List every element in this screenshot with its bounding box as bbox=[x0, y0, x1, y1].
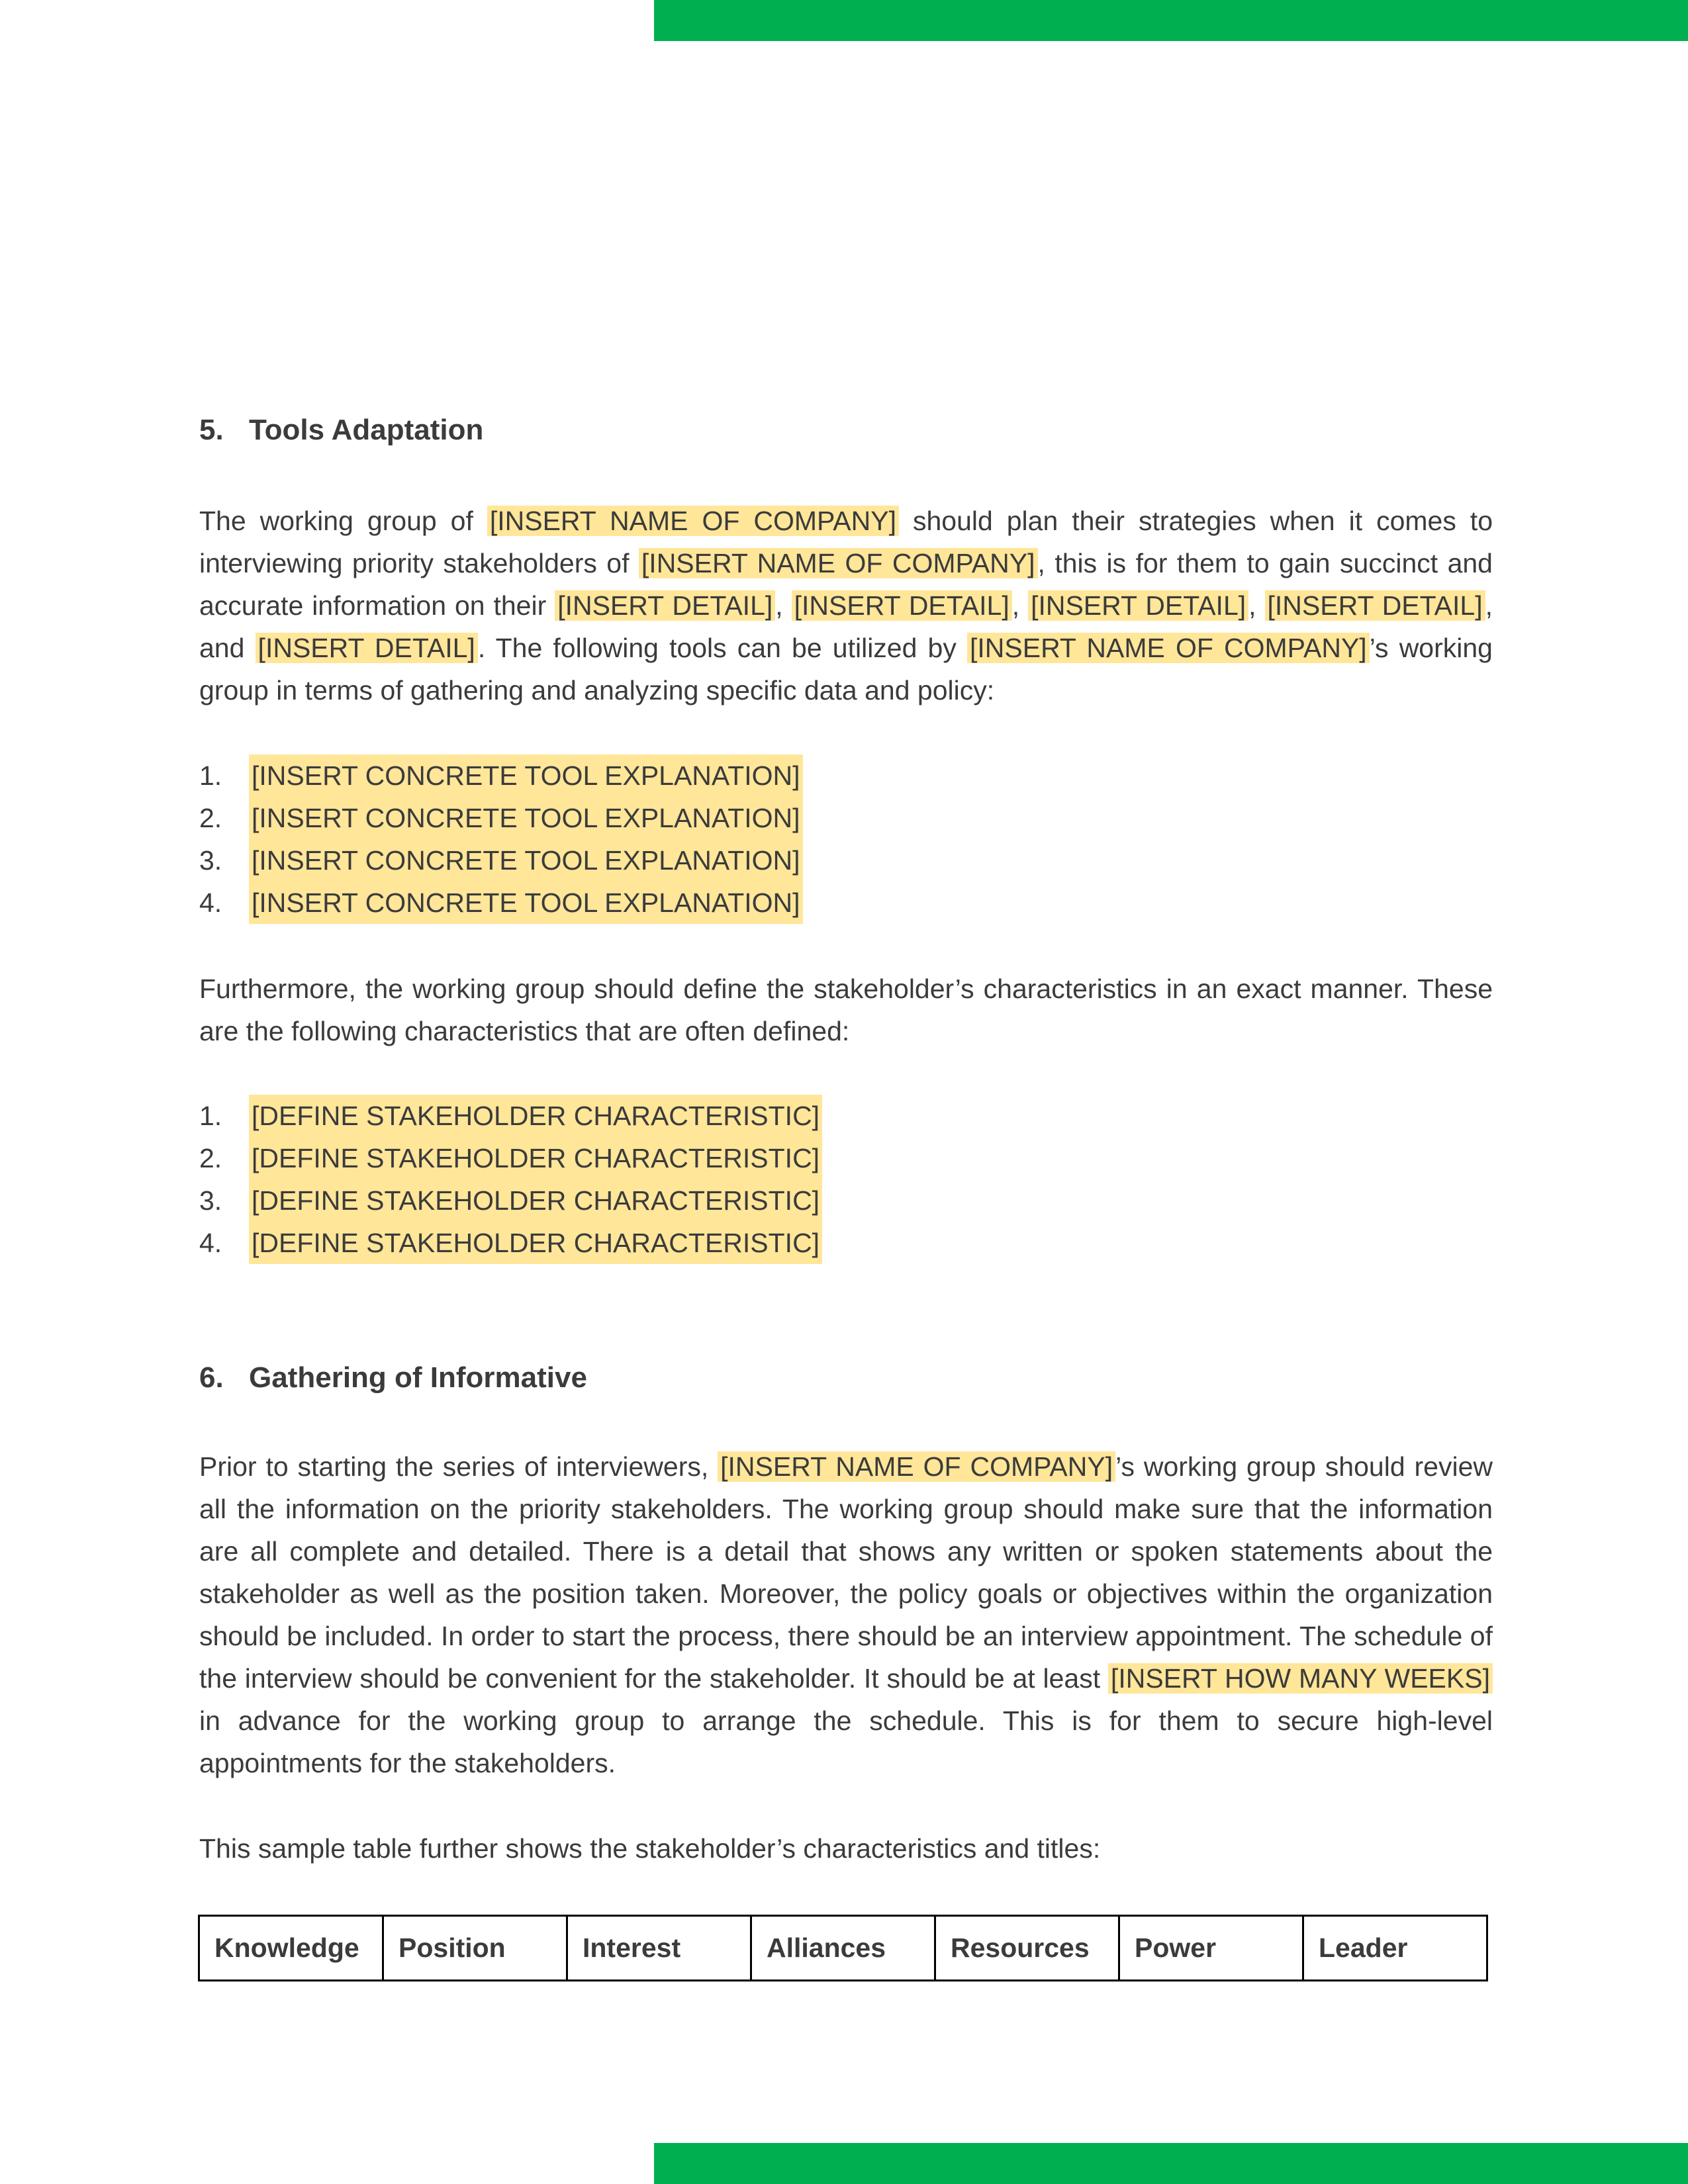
characteristics-list bbox=[199, 1095, 822, 1264]
placeholder-highlight: [INSERT CONCRETE TOOL EXPLANATION] bbox=[249, 839, 803, 882]
placeholder-highlight: [INSERT DETAIL] bbox=[792, 590, 1012, 621]
paragraph-text: , and bbox=[199, 590, 1493, 663]
table-header-cell: Knowledge bbox=[199, 1916, 383, 1981]
characteristic-list-item bbox=[199, 1095, 822, 1137]
placeholder-highlight: [INSERT NAME OF COMPANY] bbox=[639, 548, 1038, 578]
paragraph-text: ’s working group should review all the information on the priority stakeholders. The working group should make sure that the information are all complete and detailed. There is a detail that shows any written or spoken statements about the stakeholder as well as the position taken. Moreover, the policy goals or objectives within the organization should be included. In order to start the process, there should be an interview appointment. The schedule of the interview should be convenient for the stakeholder. It should be at least bbox=[199, 1451, 1493, 1694]
bottom-accent-bar bbox=[654, 2143, 1688, 2184]
placeholder-highlight: [INSERT DETAIL] bbox=[256, 633, 478, 663]
section-5-title: Tools Adaptation bbox=[249, 414, 484, 446]
section-5-paragraph-1 bbox=[199, 500, 1493, 711]
table-header-cell: Position bbox=[383, 1916, 567, 1981]
stakeholder-table bbox=[198, 1915, 1488, 1981]
paragraph-text: , this is for them to gain succinct and accurate information on their bbox=[199, 548, 1493, 621]
list-number: 1. bbox=[199, 760, 222, 791]
placeholder-highlight: [INSERT DETAIL] bbox=[555, 590, 775, 621]
tool-list-item bbox=[199, 754, 803, 797]
paragraph-text: The working group of bbox=[199, 506, 487, 536]
placeholder-highlight: [INSERT CONCRETE TOOL EXPLANATION] bbox=[249, 754, 803, 797]
tool-list-item bbox=[199, 839, 803, 882]
section-6-title: Gathering of Informative bbox=[249, 1361, 587, 1394]
tool-list-item bbox=[199, 882, 803, 924]
section-5-paragraph-2: Furthermore, the working group should define the stakeholder’s characteristics in an exact manner. These are the following characteristics that are often defined: bbox=[199, 974, 1493, 1046]
placeholder-highlight: [INSERT NAME OF COMPANY] bbox=[718, 1451, 1115, 1482]
list-number: 2. bbox=[199, 1143, 222, 1173]
characteristic-list-item bbox=[199, 1137, 822, 1179]
list-number: 4. bbox=[199, 1228, 222, 1258]
characteristic-list-item bbox=[199, 1179, 822, 1222]
placeholder-highlight: [INSERT DETAIL] bbox=[1028, 590, 1248, 621]
section-6-paragraph-2: This sample table further shows the stakeholder’s characteristics and titles: bbox=[199, 1833, 1101, 1864]
list-number: 1. bbox=[199, 1101, 222, 1131]
placeholder-highlight: [INSERT CONCRETE TOOL EXPLANATION] bbox=[249, 797, 803, 839]
placeholder-highlight: [INSERT CONCRETE TOOL EXPLANATION] bbox=[249, 882, 803, 924]
placeholder-highlight: [DEFINE STAKEHOLDER CHARACTERISTIC] bbox=[249, 1179, 822, 1222]
list-number: 4. bbox=[199, 887, 222, 918]
characteristic-list-item bbox=[199, 1222, 822, 1264]
section-6-paragraph-1 bbox=[199, 1445, 1493, 1784]
table-header-cell: Alliances bbox=[751, 1916, 935, 1981]
section-6-heading bbox=[199, 1363, 587, 1392]
placeholder-highlight: [DEFINE STAKEHOLDER CHARACTERISTIC] bbox=[249, 1222, 822, 1264]
placeholder-highlight: [INSERT HOW MANY WEEKS] bbox=[1108, 1663, 1493, 1694]
placeholder-highlight: [DEFINE STAKEHOLDER CHARACTERISTIC] bbox=[249, 1137, 822, 1179]
list-number: 3. bbox=[199, 1185, 222, 1216]
table-header-row bbox=[199, 1916, 1487, 1981]
section-5-number: 5. bbox=[199, 414, 224, 446]
placeholder-highlight: [INSERT DETAIL] bbox=[1265, 590, 1485, 621]
paragraph-text: , bbox=[775, 590, 792, 621]
paragraph-text: , bbox=[1011, 590, 1029, 621]
paragraph-text: should plan their strategies when it comes to interviewing priority stakeholders of bbox=[199, 506, 1493, 578]
paragraph-text: in advance for the working group to arrange the schedule. This is for them to secure high-level appointments for the stakeholders. bbox=[199, 1706, 1493, 1778]
table-header-cell: Interest bbox=[567, 1916, 751, 1981]
table-header-cell: Leader bbox=[1303, 1916, 1487, 1981]
section-5-heading bbox=[199, 416, 483, 445]
list-number: 2. bbox=[199, 803, 222, 833]
tool-list-item bbox=[199, 797, 803, 839]
placeholder-highlight: [INSERT NAME OF COMPANY] bbox=[487, 506, 899, 536]
paragraph-text: Prior to starting the series of interviewers, bbox=[199, 1451, 718, 1482]
tools-list bbox=[199, 754, 803, 924]
top-accent-bar bbox=[654, 0, 1688, 41]
table-header-cell: Resources bbox=[935, 1916, 1119, 1981]
table-header-cell: Power bbox=[1119, 1916, 1303, 1981]
paragraph-text: . The following tools can be utilized by bbox=[477, 633, 967, 663]
placeholder-highlight: [DEFINE STAKEHOLDER CHARACTERISTIC] bbox=[249, 1095, 822, 1137]
paragraph-text: , bbox=[1248, 590, 1265, 621]
list-number: 3. bbox=[199, 845, 222, 876]
paragraph-text: ’s working group in terms of gathering and analyzing specific data and policy: bbox=[199, 633, 1493, 705]
section-6-number: 6. bbox=[199, 1361, 224, 1394]
placeholder-highlight: [INSERT NAME OF COMPANY] bbox=[967, 633, 1370, 663]
